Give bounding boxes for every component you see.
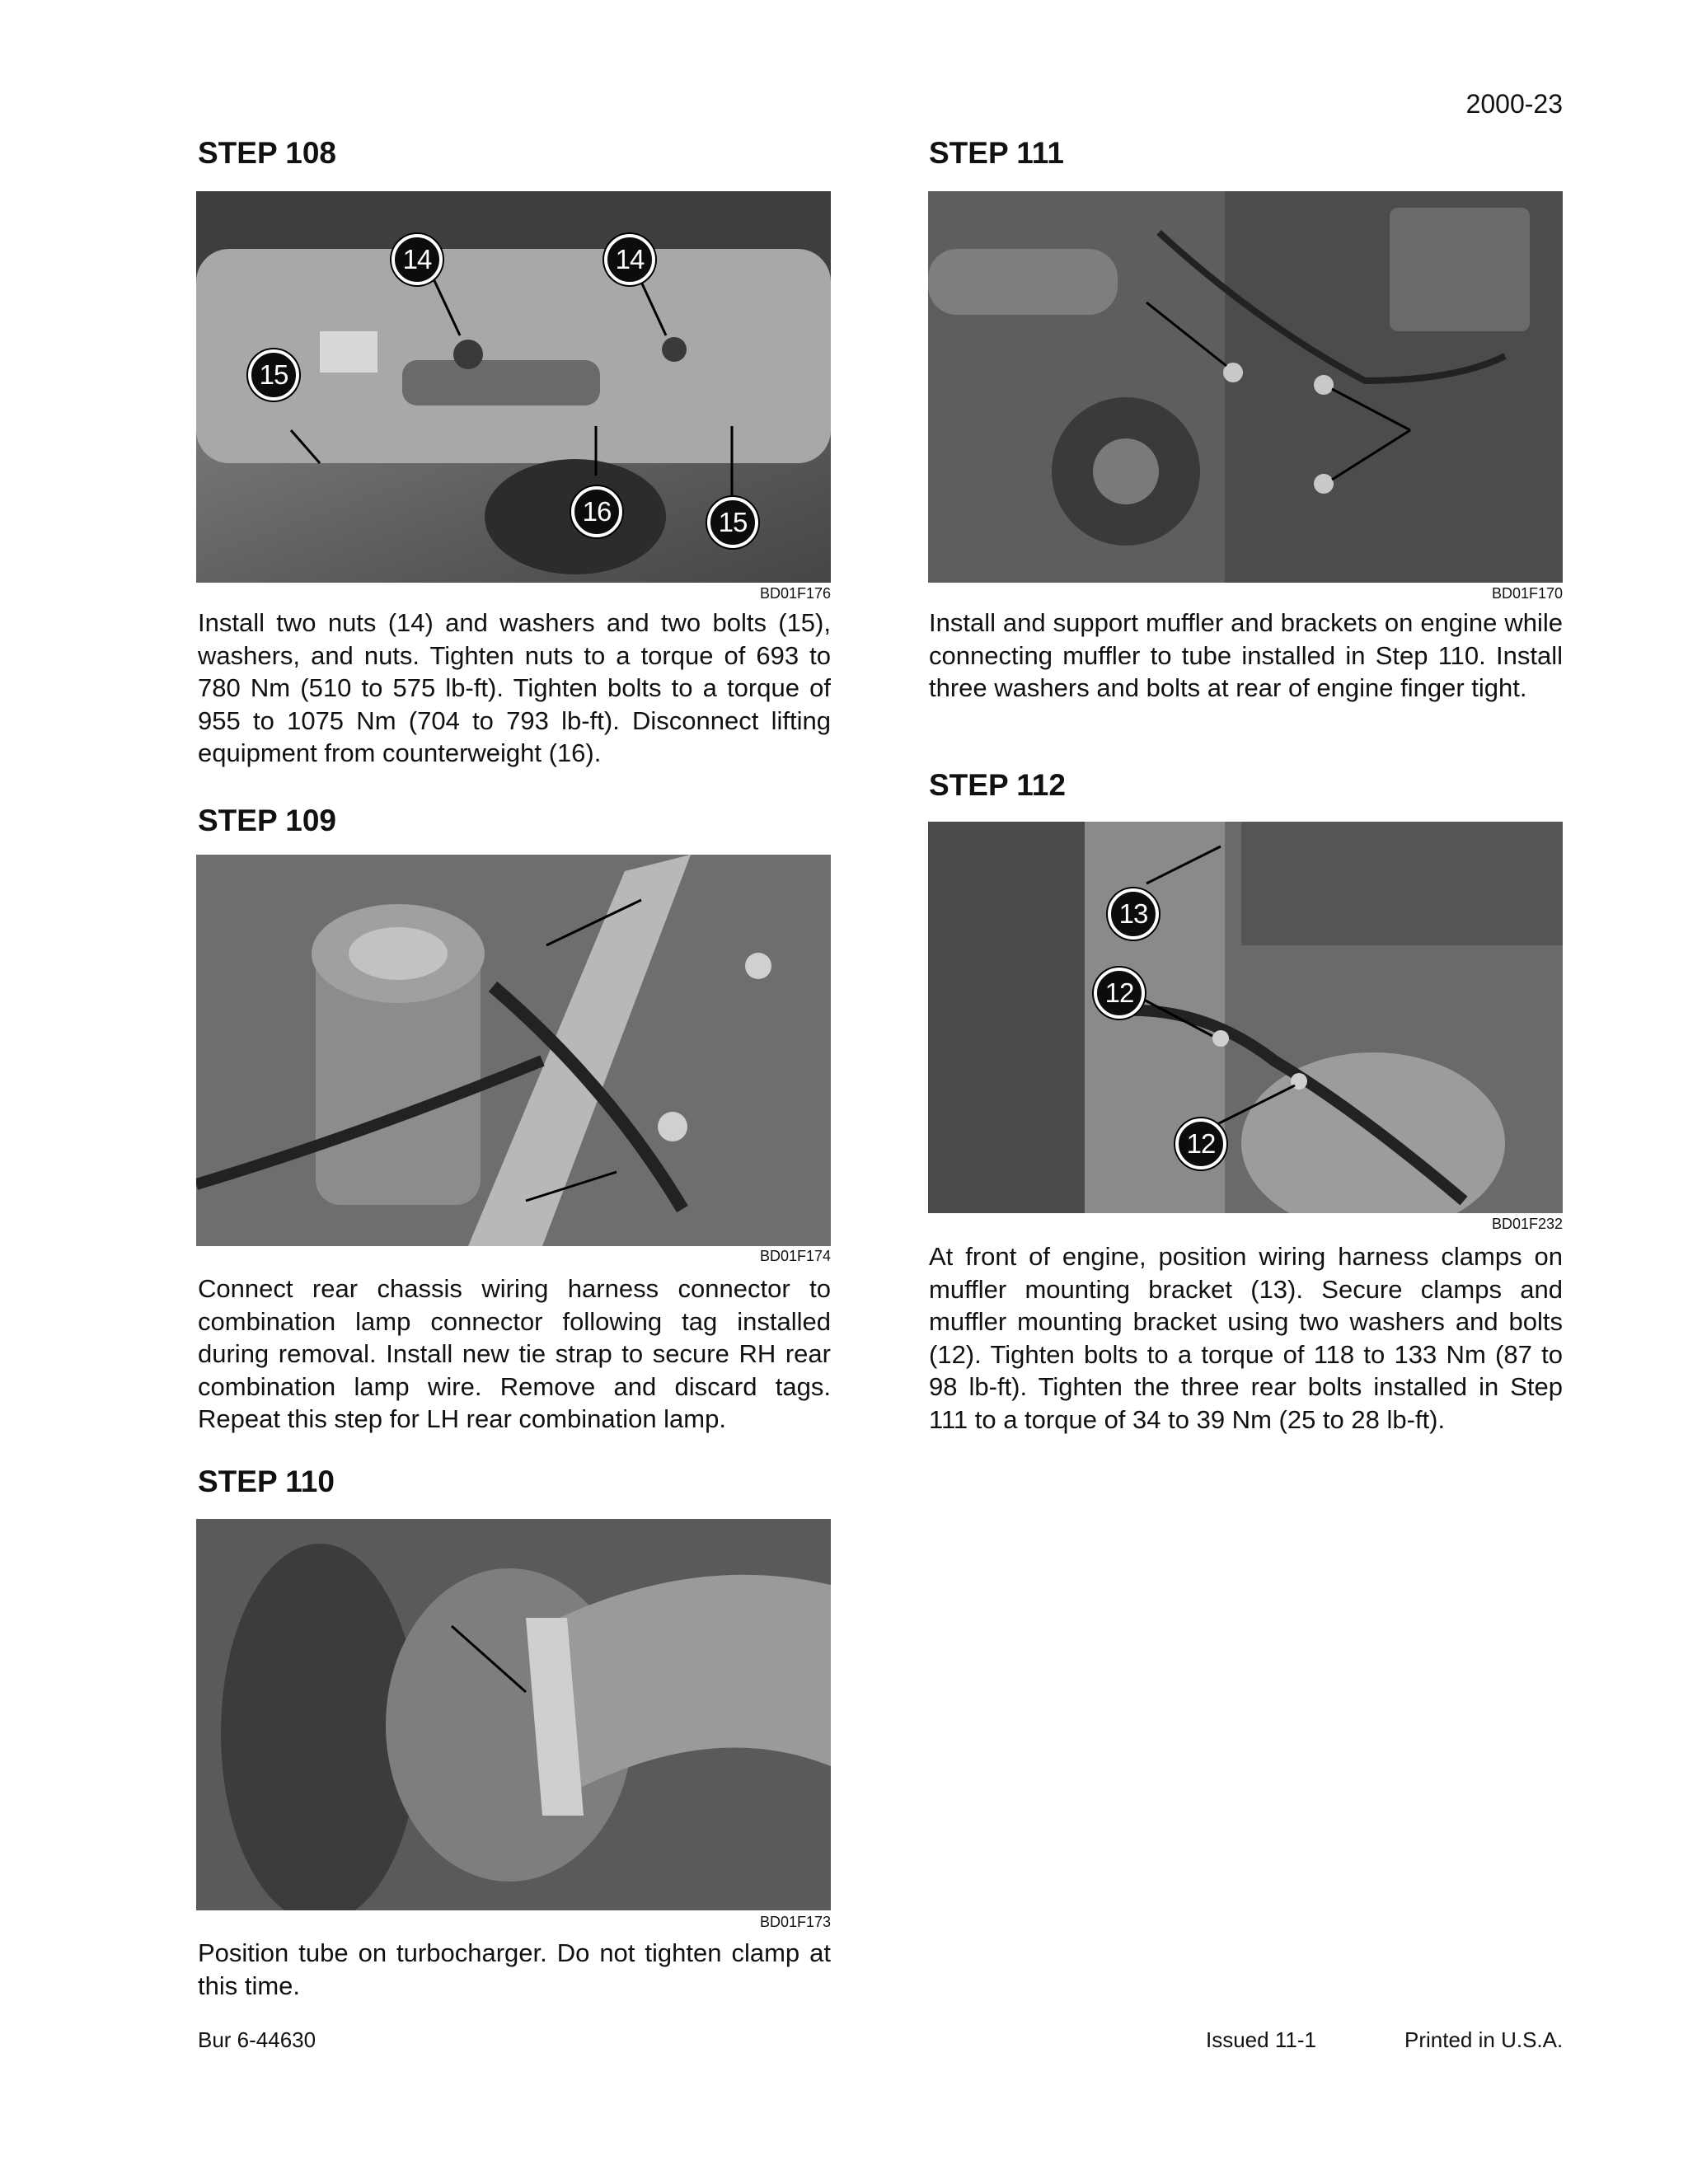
figure-code: BD01F176 bbox=[759, 585, 831, 602]
step-108-photo bbox=[196, 191, 831, 583]
step-112-photo bbox=[928, 822, 1563, 1213]
figure-code: BD01F174 bbox=[759, 1248, 831, 1264]
step-112-title: STEP 112 bbox=[929, 768, 1066, 802]
figure-code: BD01F170 bbox=[1491, 585, 1563, 602]
footer-issued: Issued 11-1 bbox=[1206, 2027, 1316, 2052]
callout-marker: 14 bbox=[604, 234, 655, 285]
step-112-text: At front of engine, position wiring harness clamps on muffler mounting bracket (13). Secure clamps and muffler mounting bracket using two washers and bolts (12). Tighten bolts to a torque of 118 to 133 Nm (87 to 98 lb-ft). Tighten the three rear bolts installed in Step 111 to a torque of 34 to 39 Nm (25 to 28 lb-ft). bbox=[929, 1242, 1563, 1434]
step-111-title: STEP 111 bbox=[929, 136, 1064, 170]
step-108-title: STEP 108 bbox=[198, 136, 336, 170]
page-number: 2000-23 bbox=[1465, 89, 1563, 119]
step-109-text: Connect rear chassis wiring harness connector to combination lamp connector following tag installed during removal. Install new tie strap to secure RH rear combination lamp wire. Remove and discard tags. Repeat this step for LH rear combination lamp. bbox=[198, 1274, 831, 1433]
callout-marker: 14 bbox=[392, 234, 443, 285]
step-109-title: STEP 109 bbox=[198, 804, 336, 837]
callout-marker: 12 bbox=[1094, 968, 1145, 1019]
figure-code: BD01F173 bbox=[759, 1914, 831, 1930]
callout-marker: 16 bbox=[571, 486, 622, 537]
callout-marker: 12 bbox=[1175, 1118, 1226, 1169]
step-111-photo bbox=[928, 191, 1563, 583]
step-111-text: Install and support muffler and brackets on engine while connecting muffler to tube installed in Step 110. Install three washers and bolts at rear of engine finger tight. bbox=[929, 608, 1563, 702]
callout-marker: 13 bbox=[1108, 888, 1159, 940]
step-110-text: Position tube on turbocharger. Do not tighten clamp at this time. bbox=[198, 1938, 831, 2000]
step-109-photo bbox=[196, 855, 831, 1246]
callout-marker: 15 bbox=[707, 497, 758, 548]
step-110-photo bbox=[196, 1519, 831, 1910]
callout-marker: 15 bbox=[248, 349, 299, 401]
footer-doc-number: Bur 6-44630 bbox=[198, 2027, 316, 2052]
footer-printed: Printed in U.S.A. bbox=[1404, 2027, 1564, 2052]
figure-code: BD01F232 bbox=[1491, 1216, 1563, 1232]
step-110-title: STEP 110 bbox=[198, 1465, 335, 1498]
step-108-text: Install two nuts (14) and washers and two bolts (15), washers, and nuts. Tighten nuts to a torque of 693 to 780 Nm (510 to 575 lb-ft). Tighten bolts to a torque of 955 to 1075 Nm (704 to 793 lb-ft). Disconnect lifting equipment from counterweight (16). bbox=[198, 608, 831, 767]
